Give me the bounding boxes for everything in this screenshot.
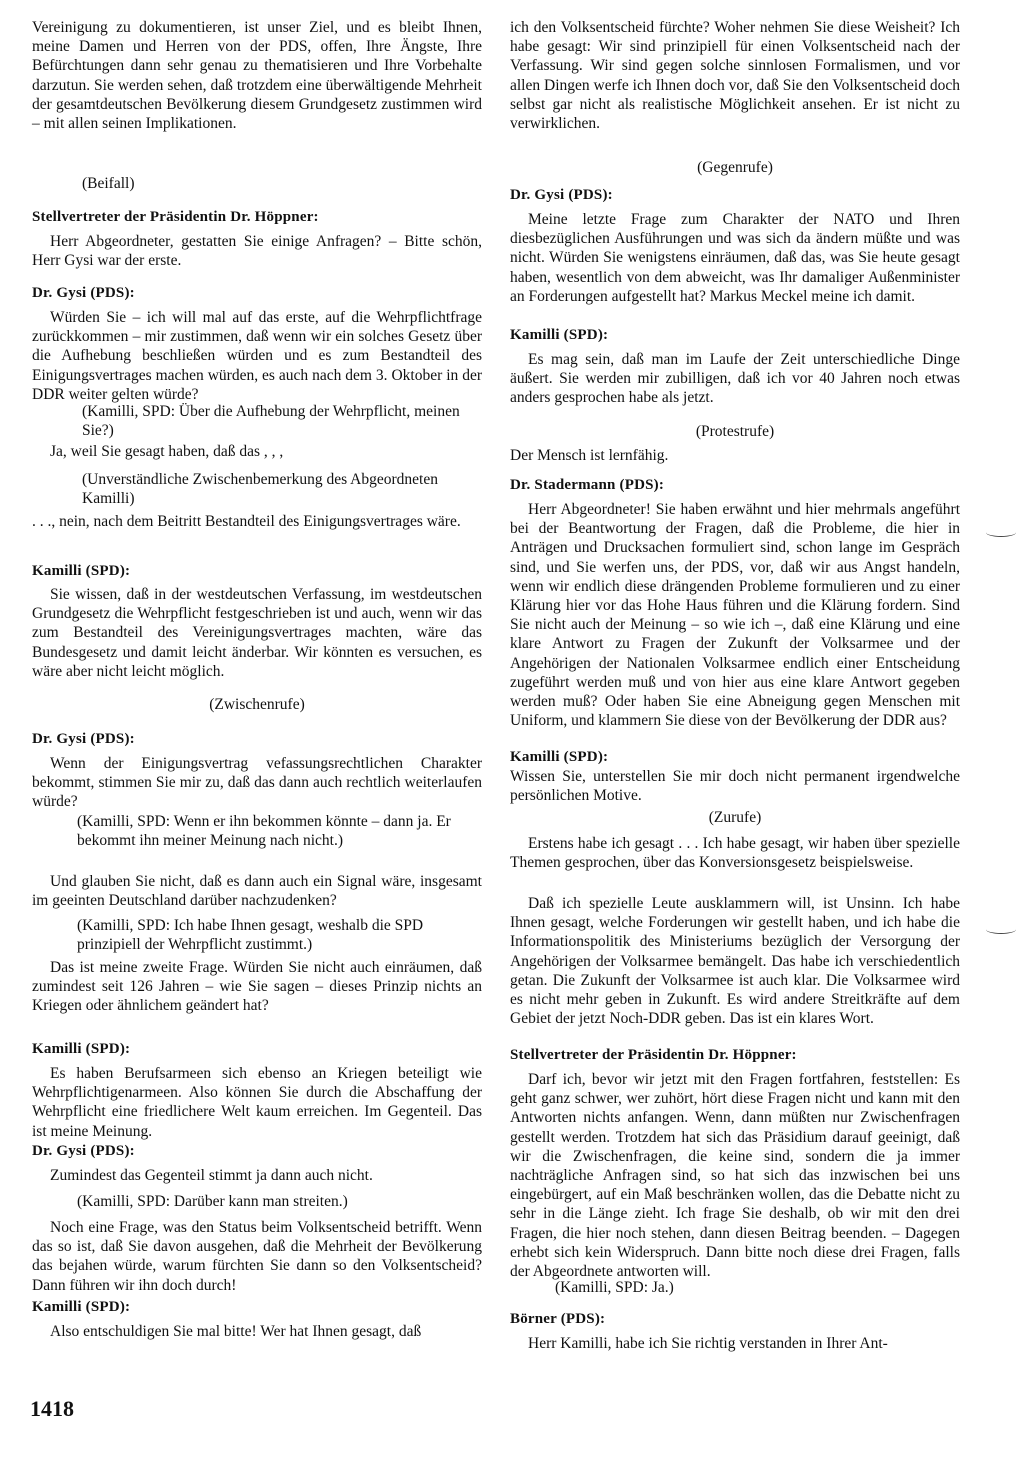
text-paragraph: (Kamilli, SPD: Wenn er ihn bekommen könnte – dann ja. Er bekommt ihn meiner Meinung nach nicht.) [77,813,451,850]
margin-mark [986,528,1016,537]
text-paragraph: Vereinigung zu dokumentieren, ist unser Ziel, und es bleibt Ihnen, meine Damen und Herren von der PDS, offen, Ihre Ängste, Ihre Befürchtungen dann sehr genau zu thematisieren und Ihre Vorbehalte darzutun. Sie werden sehen, daß trotzdem eine überwältigende Mehrheit der gesamtdeutschen Bevölkerung diesem Grundgesetz zustimmen wird – mit allen seinen Implikationen. [32,19,482,133]
text-paragraph: Würden Sie – ich will mal auf das erste, auf die Wehrpflichtfrage zurückkommen – mir zustimmen, daß wenn wir ein solches Gesetz über die Aufhebung beschließen würden und es zum Bestandteil des Einigungsvertrages machen würden, es auch nach dem 3. Oktober in der DDR weiter gelten würde? [32,309,482,403]
text-paragraph: Wenn der Einigungsvertrag vefassungsrechtlichen Charakter bekommt, stimmen Sie mir zu, daß das dann auch rechtlich weiterlaufen würde? [32,755,482,811]
speaker-heading: Dr. Gysi (PDS): [32,731,135,747]
speaker-heading: Kamilli (SPD): [32,563,131,579]
text-paragraph: Ja, weil Sie gesagt haben, daß das , , , [50,443,284,460]
text-paragraph: (Zurufe) [708,809,762,826]
speaker-heading: Dr. Gysi (PDS): [32,285,135,301]
text-paragraph: Meine letzte Frage zum Charakter der NATO und Ihren diesbezüglichen Ausführungen und was sich da ändern müßte und was nicht. Würden Sie wenigstens einräumen, daß das, was Sie heute gesagt haben, wesentlich von dem abweicht, was Ihr damaliger Außenminister an Forderungen aufgestellt hat? Markus Meckel meine ich damit. [510,211,960,305]
text-paragraph: (Kamilli, SPD: Darüber kann man streiten.) [77,1193,348,1210]
text-paragraph: Es mag sein, daß man im Laufe der Zeit unterschiedliche Dinge äußert. Sie werden mir zubilligen, daß ich vor 40 Jahren noch etwas anders gesprochen habe als jetzt. [510,351,960,407]
text-paragraph: Sie wissen, daß in der westdeutschen Verfassung, im westdeutschen Grundgesetz die Wehrpflicht festgeschrieben ist und auch, wenn wir das zum Bestandteil des Vereinigungsvertrages machten, wäre das Bundesgesetz und damit leicht änderbar. Wir könnten es versuchen, es wäre aber nicht leicht möglich. [32,586,482,680]
text-paragraph: Es haben Berufsarmeen sich ebenso an Kriegen beteiligt wie Wehrpflichtigenarmeen. Also können Sie durch die Abschaffung der Wehrpflicht eine friedlichere Welt kaum erreichen. Im Gegenteil. Das ist meine Meinung. [32,1065,482,1140]
text-paragraph: (Kamilli, SPD: Ja.) [555,1279,674,1296]
text-paragraph: (Gegenrufe) [697,159,773,176]
speaker-heading: Kamilli (SPD): [510,749,609,765]
text-paragraph: Herr Kamilli, habe ich Sie richtig verstanden in Ihrer Ant- [528,1335,888,1352]
text-paragraph: Und glauben Sie nicht, daß es dann auch ein Signal wäre, insgesamt im geeinten Deutschland darüber nachzudenken? [32,873,482,910]
speaker-heading: Dr. Stadermann (PDS): [510,477,665,493]
text-paragraph: Das ist meine zweite Frage. Würden Sie nicht auch einräumen, daß zumindest seit 126 Jahren – wie Sie sagen – dieses Prinzip nichts an Kriegen oder ähnlichem geändert hat? [32,959,482,1015]
text-paragraph: (Kamilli, SPD: Über die Aufhebung der Wehrpflicht, meinen Sie?) [82,403,460,440]
text-paragraph: Noch eine Frage, was den Status beim Volksentscheid betrifft. Wenn das so ist, daß Sie davon ausgehen, daß die Mehrheit der Bevölkerung das bejahen würde, warum fürchten Sie dann so den Volksentscheid? Dann führen wir ihn doch durch! [32,1219,482,1294]
text-paragraph: Der Mensch ist lernfähig. [510,447,669,464]
speaker-heading: Dr. Gysi (PDS): [32,1143,135,1159]
speaker-heading: Dr. Gysi (PDS): [510,187,613,203]
speaker-heading: Kamilli (SPD): [32,1041,131,1057]
text-paragraph: (Unverständliche Zwischenbemerkung des Abgeordneten Kamilli) [82,471,438,508]
text-paragraph: (Protestrufe) [695,423,775,440]
text-paragraph: . . ., nein, nach dem Beitritt Bestandteil des Einigungsvertrages wäre. [32,513,461,530]
speaker-heading: Stellvertreter der Präsidentin Dr. Höppner: [510,1047,797,1063]
text-paragraph: Daß ich spezielle Leute ausklammern will, ist Unsinn. Ich habe Ihnen gesagt, welche Forderungen wir gestellt haben, und ich habe die Informationspolitik des Ministeriums bezüglich der Versorgung der Angehörigen der Volksarmee bemängelt. Das habe ich verschiedentlich getan. Die Zukunft der Volksarmee ist auch klar. Die Volksarmee wird es nicht mehr geben in Zukunft. Es wird andere Streitkräfte auf dem Gebiet der jetzt Noch-DDR geben. Das ist ein klares Wort. [510,895,960,1028]
text-paragraph: Also entschuldigen Sie mal bitte! Wer hat Ihnen gesagt, daß [50,1323,422,1340]
text-paragraph: Zumindest das Gegenteil stimmt ja dann auch nicht. [50,1167,373,1184]
speaker-heading: Börner (PDS): [510,1311,606,1327]
page-number: 1418 [30,1396,74,1421]
speaker-heading: Kamilli (SPD): [32,1299,131,1315]
text-paragraph: Erstens habe ich gesagt . . . Ich habe gesagt, wir haben über spezielle Themen gesprochen, über das Konversionsgesetz beispielsweise. [510,835,960,872]
speaker-heading: Stellvertreter der Präsidentin Dr. Höppner: [32,209,319,225]
text-paragraph: Herr Abgeordneter, gestatten Sie einige Anfragen? – Bitte schön, Herr Gysi war der erste. [32,233,482,270]
text-paragraph: Wissen Sie, unterstellen Sie mir doch nicht permanent irgendwelche persönlichen Motive. [510,768,960,805]
text-paragraph: Herr Abgeordneter! Sie haben erwähnt und hier mehrmals angeführt bei der Beantwortung der Fragen, daß die Probleme, die hier in Anträgen und Drucksachen formuliert sind, schon lange im Gespräch sind, und Sie werfen uns, der PDS, vor, daß wir aus Angst handeln, wenn wir endlich diese drängenden Probleme formulieren und zu einer Klärung hier vor das Hohe Haus führen und die Klärung fordern. Sind Sie nicht auch der Meinung – so wie ich –, daß eine Klärung und eine klare Antwort zu Fragen der Zukunft der Volksarmee und der Angehörigen der Nationalen Volksarmee endlich einer Entscheidung zugeführt werden muß und von hier aus eine klare Antwort gegeben werden muß? Oder haben Sie eine Abneigung gegen Menschen mit Uniform, und klammern Sie diese von der Bevölkerung der DDR aus? [510,501,960,730]
speaker-heading: Kamilli (SPD): [510,327,609,343]
text-paragraph: (Beifall) [82,175,135,192]
text-paragraph: Darf ich, bevor wir jetzt mit den Fragen fortfahren, feststellen: Es geht ganz schwer, wer zuhört, hört diese Fragen nicht und kann mit den Antworten nichts anfangen. Wenn, dann müßten nur Zwischenfragen gestellt werden. Trotzdem hat sich das Präsidium darauf geeinigt, daß wir die Zwischenfragen, die keine sind, sondern die ja immer nachträgliche Anfragen sind, so hat sich das inzwischen bei uns eingebürgert, auf ein Maß beschränken wollen, das die Debatte nicht zu sehr in die Länge zieht. Ich frage Sie deshalb, ob wir mit den drei Fragen, die hier noch stehen, dann diesen Beitrag beenden. – Dagegen erhebt sich kein Widerspruch. Dann bitte noch diese drei Fragen, falls der Abgeordnete antworten will. [510,1071,960,1281]
margin-mark [986,925,1016,934]
text-paragraph: (Kamilli, SPD: Ich habe Ihnen gesagt, weshalb die SPD prinzipiell der Wehrpflicht zustimmt.) [77,917,424,954]
text-paragraph: (Zwischenrufe) [209,696,305,713]
text-paragraph: ich den Volksentscheid fürchte? Woher nehmen Sie diese Weisheit? Ich habe gesagt: Wir sind prinzipiell für einen Volksentscheid nach der Verfassung. Wir sind gegen solche sinnlosen Formalismen, und vor allen Dingen werfe ich Ihnen doch vor, daß Sie den Volksentscheid doch selbst gar nicht als realistische Möglichkeit ansehen. Er ist nicht zu verwirklichen. [510,19,960,133]
